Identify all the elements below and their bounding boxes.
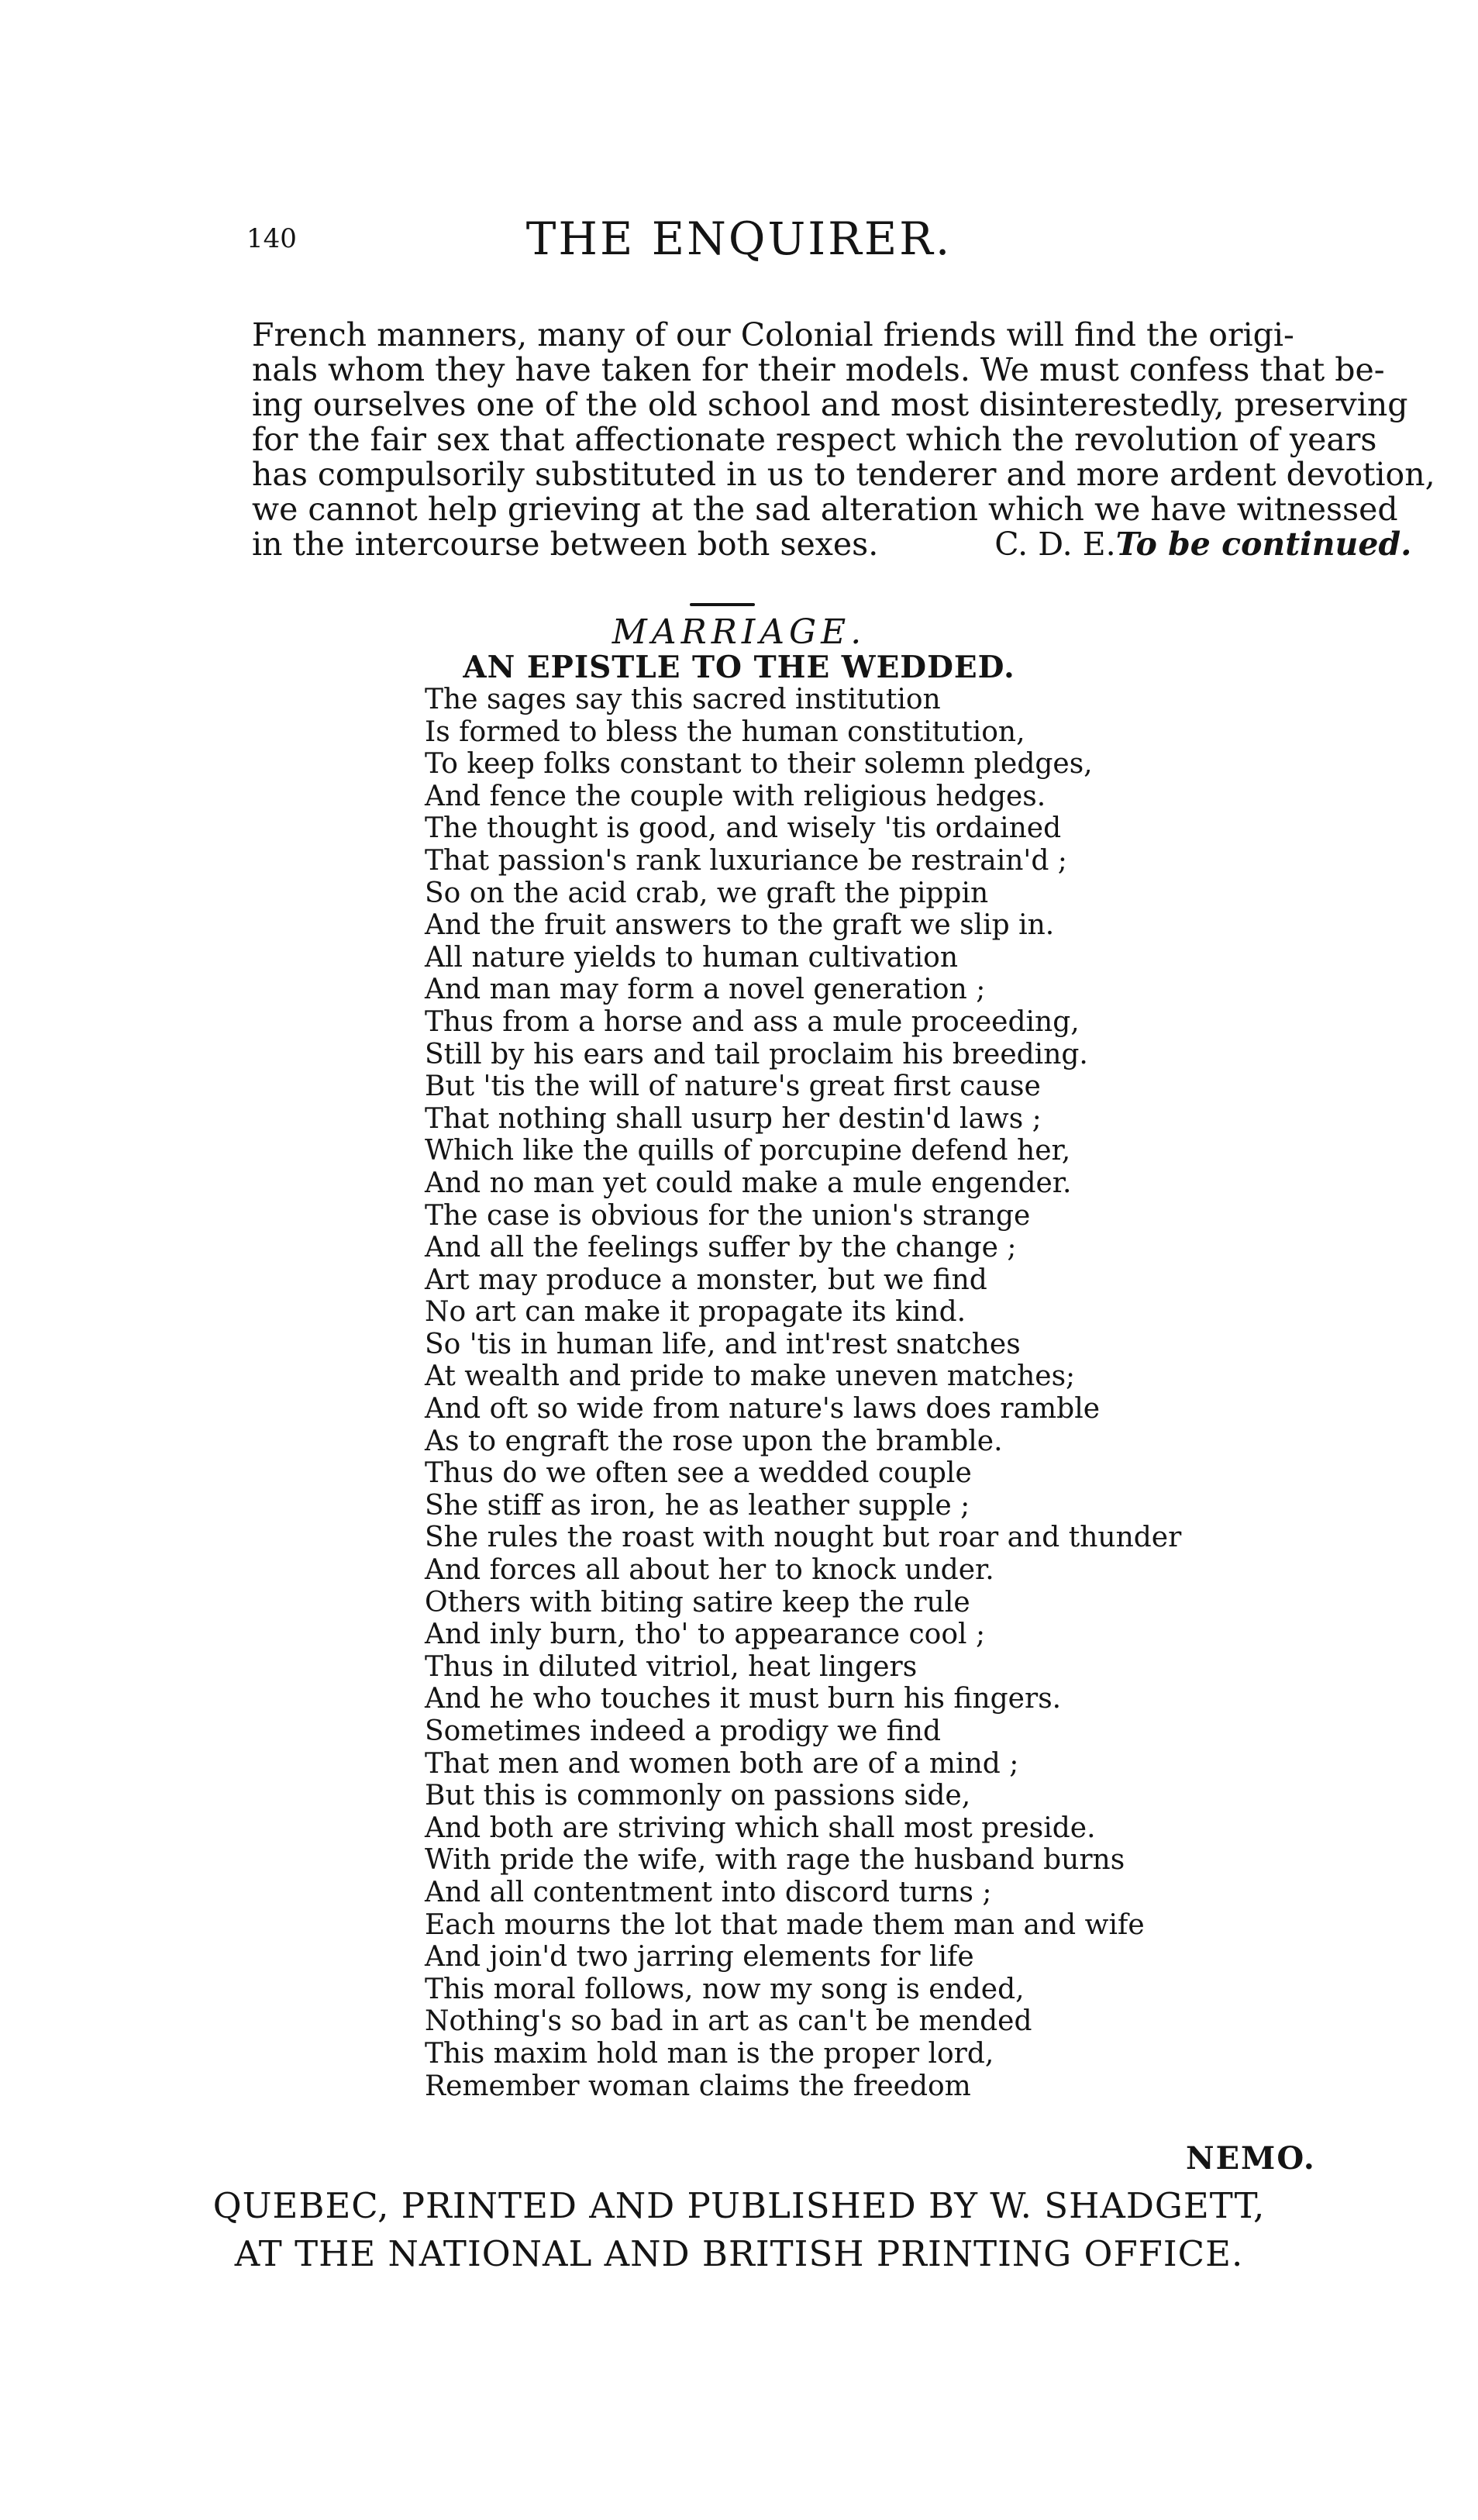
poem-line: That nothing shall usurp her destin'd laws ; bbox=[425, 1102, 1042, 1135]
poem-line: This moral follows, now my song is ended, bbox=[425, 1973, 1025, 2005]
prose-line: French manners, many of our Colonial friends will find the origi- bbox=[252, 316, 1294, 353]
poem-line: As to engraft the rose upon the bramble. bbox=[425, 1425, 1003, 1457]
poem-line: This maxim hold man is the proper lord, bbox=[425, 2037, 994, 2070]
poem-line: And both are striving which shall most preside. bbox=[425, 1812, 1096, 1844]
prose-line: ing ourselves one of the old school and most disinterestedly, preserving bbox=[252, 386, 1408, 423]
poem-line: And oft so wide from nature's laws does ramble bbox=[425, 1393, 1101, 1425]
poem-line: Thus from a horse and ass a mule proceeding, bbox=[425, 1005, 1080, 1038]
poem-line: Still by his ears and tail proclaim his breeding. bbox=[425, 1038, 1088, 1070]
poem-line: Art may produce a monster, but we find bbox=[425, 1263, 987, 1296]
poem-line: The sages say this sacred institution bbox=[425, 684, 941, 715]
poem-line: Nothing's so bad in art as can't be mended bbox=[425, 2005, 1032, 2038]
poem-line: And he who touches it must burn his fingers. bbox=[425, 1683, 1062, 1715]
imprint-line: AT THE NATIONAL AND BRITISH PRINTING OFFICE. bbox=[234, 2233, 1244, 2274]
prose-closing-line bbox=[252, 526, 1412, 563]
poem-line: The thought is good, and wisely 'tis ordained bbox=[425, 812, 1062, 845]
poem-subtitle: AN EPISTLE TO THE WEDDED. bbox=[463, 650, 1015, 685]
poem-line: And forces all about her to knock under. bbox=[425, 1554, 994, 1587]
prose-line: nals whom they have taken for their models. We must confess that be- bbox=[252, 351, 1385, 388]
poem-line: The case is obvious for the union's strange bbox=[425, 1199, 1031, 1232]
poem-line: But 'tis the will of nature's great first cause bbox=[425, 1070, 1041, 1103]
poem-line: No art can make it propagate its kind. bbox=[425, 1296, 966, 1329]
poem-line: She rules the roast with nought but roar and thunder bbox=[425, 1522, 1182, 1554]
prose-paragraph bbox=[252, 316, 1435, 563]
poem-line: Each mourns the lot that made them man and wife bbox=[425, 1908, 1145, 1941]
poem-line: All nature yields to human cultivation bbox=[425, 941, 959, 974]
poem-line: So 'tis in human life, and int'rest snatches bbox=[425, 1328, 1021, 1360]
imprint bbox=[0, 2182, 1478, 2278]
poem-line: And join'd two jarring elements for life bbox=[425, 1941, 974, 1974]
poem-line: And the fruit answers to the graft we slip in. bbox=[425, 909, 1055, 942]
prose-line: for the fair sex that affectionate respect which the revolution of years bbox=[252, 421, 1377, 458]
prose-line: has compulsorily substituted in us to tenderer and more ardent devotion, bbox=[252, 456, 1435, 493]
poem-line: To keep folks constant to their solemn pledges, bbox=[425, 748, 1093, 781]
poem-line: At wealth and pride to make uneven matches; bbox=[425, 1360, 1076, 1393]
prose-last-line: in the intercourse between both sexes. bbox=[252, 526, 879, 563]
poem-line: That passion's rank luxuriance be restrain'd ; bbox=[425, 844, 1067, 877]
poem-body bbox=[425, 684, 1316, 2102]
imprint-line: QUEBEC, PRINTED AND PUBLISHED BY W. SHADGETT, bbox=[212, 2185, 1266, 2226]
poem-line: And all contentment into discord turns ; bbox=[425, 1876, 992, 1908]
poem-line: With pride the wife, with rage the husband burns bbox=[425, 1844, 1125, 1877]
poem-line: Is formed to bless the human constitution, bbox=[425, 715, 1025, 748]
poem-line: And man may form a novel generation ; bbox=[425, 974, 986, 1006]
poem-line: Thus do we often see a wedded couple bbox=[425, 1457, 972, 1490]
poem-line: But this is commonly on passions side, bbox=[425, 1780, 971, 1812]
poem-line: Which like the quills of porcupine defend her, bbox=[425, 1135, 1071, 1167]
poem-line: Remember woman claims the freedom bbox=[425, 2070, 971, 2102]
page-number: 140 bbox=[246, 223, 297, 254]
poem-title: MARRIAGE. bbox=[612, 612, 866, 652]
running-head: THE ENQUIRER. bbox=[525, 212, 953, 265]
poem-line: And fence the couple with religious hedges. bbox=[425, 780, 1046, 812]
poem-line: And inly burn, tho' to appearance cool ; bbox=[425, 1619, 986, 1651]
poem-line: Thus in diluted vitriol, heat lingers bbox=[425, 1650, 918, 1683]
poem-line: And no man yet could make a mule engender. bbox=[425, 1167, 1072, 1199]
poem-line: Others with biting satire keep the rule bbox=[425, 1586, 970, 1619]
poem-line: So on the acid crab, we graft the pippin bbox=[425, 877, 989, 909]
poem-line: Sometimes indeed a prodigy we find bbox=[425, 1715, 941, 1747]
poem-author: NEMO. bbox=[1186, 2140, 1316, 2177]
prose-line: we cannot help grieving at the sad alteration which we have witnessed bbox=[252, 491, 1398, 528]
poem-line: And all the feelings suffer by the change ; bbox=[425, 1232, 1017, 1264]
poem-line: That men and women both are of a mind ; bbox=[425, 1747, 1019, 1780]
to-be-continued-note: To be continued. bbox=[1115, 526, 1412, 563]
prose-signature: C. D. E. bbox=[994, 526, 1116, 563]
poem-line: She stiff as iron, he as leather supple ; bbox=[425, 1489, 970, 1522]
section-divider bbox=[690, 603, 755, 606]
